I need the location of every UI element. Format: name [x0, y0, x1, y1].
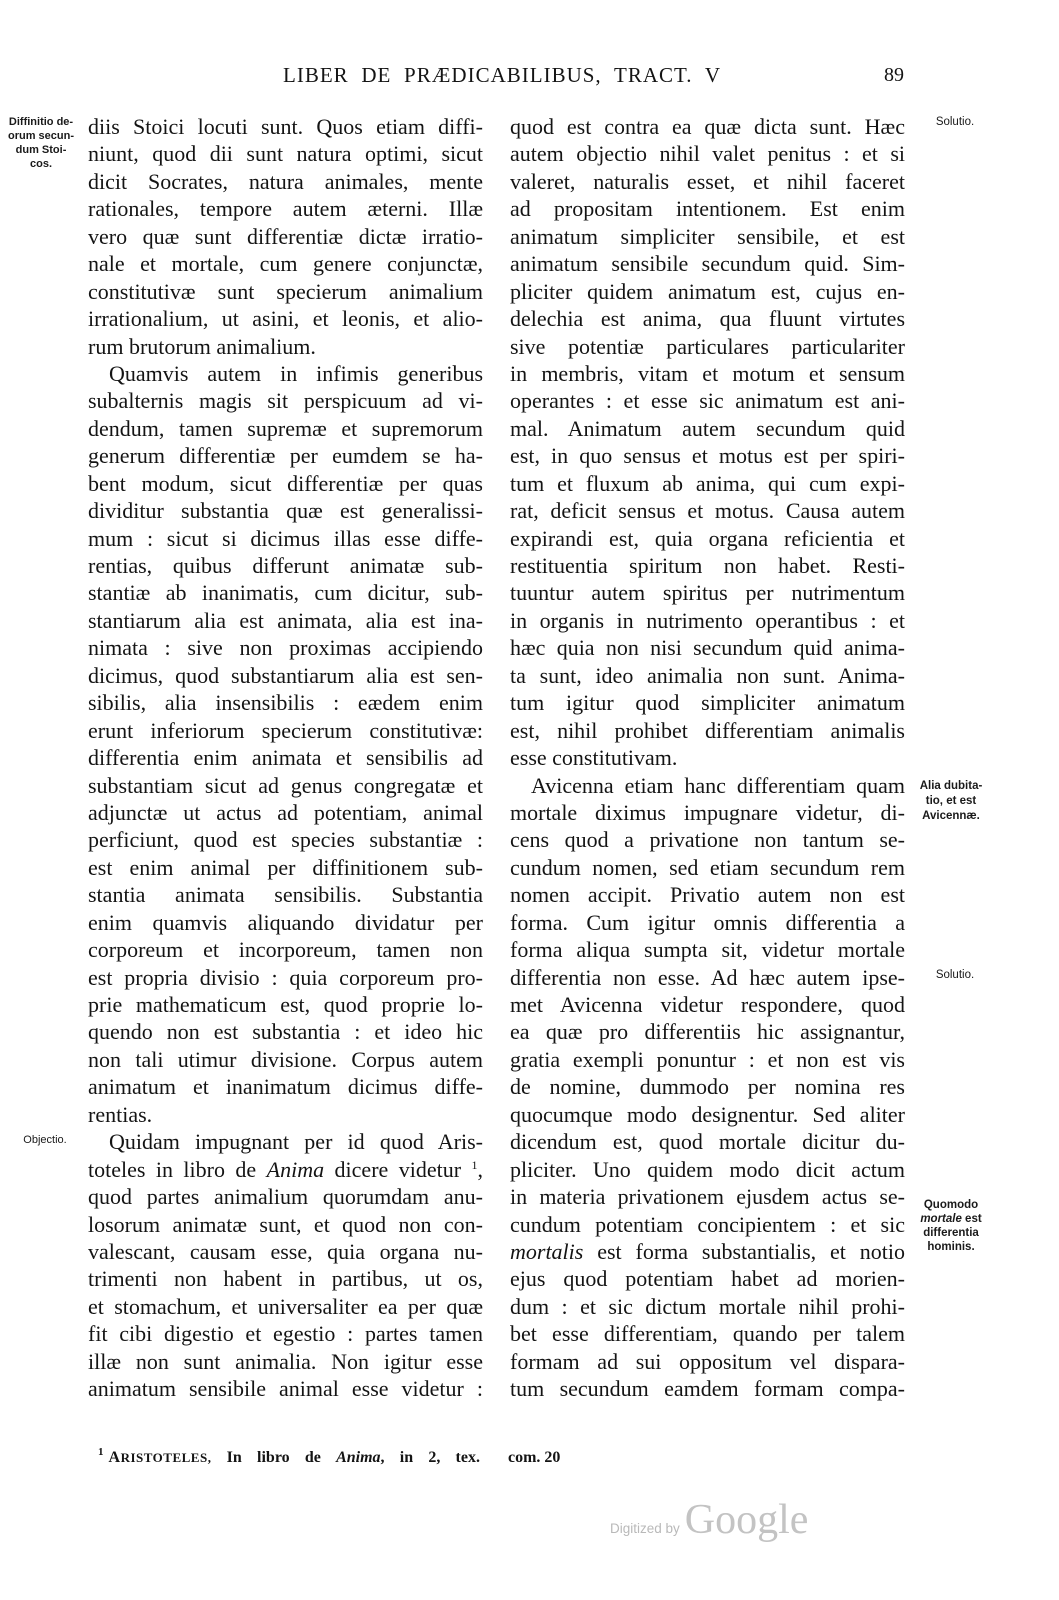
watermark-prefix: Digitized by [610, 1521, 680, 1536]
left-column-line: Quidam impugnant per id quod Aris- [109, 1129, 483, 1155]
right-column-line: valeret, naturalis esset, et nihil faceret [510, 168, 905, 194]
right-column-line: expirandi est, quia organa reficientia et [510, 525, 905, 551]
footnote-text-segment: , in 2, tex. [380, 1449, 480, 1466]
left-text-column [88, 113, 483, 1403]
margin-note-line [910, 1212, 992, 1226]
right-column-line: de nomine, dummodo per nomina res [510, 1074, 905, 1100]
left-column-line: enim quamvis aliquando dividatur per [88, 909, 483, 935]
margin-note-line: orum secun- [7, 130, 74, 142]
margin-note-line: hominis. [927, 1241, 975, 1253]
margin-note-solution: Solutio. [935, 969, 975, 981]
right-column-line: operantes : et esse sic animatum est ani- [510, 388, 905, 414]
margin-note-avicenna-doubt [910, 779, 992, 824]
left-column-line: rentias, quibus differunt animatæ sub- [88, 553, 483, 578]
right-column-line: gratia exempli ponuntur : et non est vis [510, 1046, 905, 1072]
left-column-line: dividitur substantia quæ est generalissi- [88, 498, 483, 524]
left-column-line: irrationalium, ut asini, et leonis, et alio- [88, 306, 483, 332]
right-column-line: est, in quo sensus et motus est per spiri- [510, 443, 905, 469]
margin-note-text-segment: est [961, 1213, 982, 1225]
left-column-line: differentia enim animata et sensibilis ad [88, 745, 483, 771]
right-column-line: sive potentiæ particulares particulariter [510, 333, 905, 359]
left-column-line: stantia animata sensibilis. Substantia [88, 882, 483, 908]
left-column-line: rum brutorum animalium. [88, 333, 316, 359]
left-column-line: vero quæ sunt differentiæ dictæ irratio- [88, 223, 483, 249]
right-column-line: formam ad sui oppositum vel dispara- [510, 1348, 905, 1374]
right-column-line: forma aliqua sumpta sit, videtur mortale [510, 937, 905, 963]
right-column-line: forma. Cum igitur omnis differentia a [510, 909, 905, 935]
footnote [98, 1448, 480, 1468]
left-column-line: rationales, tempore autem æterni. Illæ [88, 196, 483, 222]
running-title: LIBER DE PRÆDICABILIBUS, TRACT. V [283, 63, 721, 87]
margin-note-line: Avicennæ. [922, 810, 980, 822]
left-column-line: constitutivæ sunt specierum animalium [88, 278, 483, 304]
left-column-line: adjunctæ ut actus ad potentiam, animal [88, 799, 483, 825]
right-column-line: ea quæ pro differentiis hic assignantur, [510, 1019, 905, 1045]
right-column-line: differentia non esse. Ad hæc autem ipse- [510, 964, 905, 990]
right-column-line [510, 1238, 905, 1265]
footnote-continuation: com. 20 [508, 1449, 561, 1466]
italic-term: mortale [920, 1213, 962, 1225]
margin-note-solution: Solutio. [935, 116, 975, 128]
left-column-line: dicimus, quod substantiarum alia est sen- [88, 662, 483, 688]
left-column-line: losorum animatæ sunt, et quod non con- [88, 1211, 483, 1237]
left-column-line: valescant, causam esse, quia organa nu- [88, 1238, 483, 1264]
margin-note-line: tio, et est [925, 795, 977, 807]
left-column-line: mum : sicut si dicimus illas esse diffe- [88, 525, 483, 551]
right-column-line: nomen accipit. Privatio autem non est [510, 882, 905, 908]
right-column-line: ta sunt, ideo animalia non sunt. Anima- [510, 662, 905, 688]
italic-term: mortalis [510, 1238, 584, 1264]
google-logo: Google [684, 1497, 809, 1543]
right-column-line: mal. Animatum autem secundum quid [510, 415, 905, 441]
left-column-line: generum differentiæ per eumdem se ha- [88, 443, 483, 469]
page-number: 89 [884, 64, 904, 86]
left-column-line: sibilis, alia insensibilis : eædem enim [88, 690, 483, 716]
italic-book-title: Anima [336, 1449, 381, 1466]
left-column-line: stantiæ ab inanimatis, cum dicitur, sub- [88, 580, 483, 606]
margin-note-definition-of-gods [4, 115, 78, 171]
left-column-line: erunt inferiorum specierum constitutivæ: [88, 717, 483, 743]
right-column-line: ad propositam intentionem. Est enim [510, 196, 905, 222]
left-column-line: rentias. [88, 1101, 153, 1127]
right-column-line: cundum nomen, sed etiam secundum rem [510, 854, 905, 880]
right-column-line: in organis in nutrimento operantibus : et [510, 607, 905, 633]
margin-note-line: Quomodo [923, 1199, 979, 1211]
right-column-line: hæc quia non nisi secundum quid anima- [510, 635, 905, 661]
right-column-line: bet esse differentiam, quando per talem [510, 1321, 905, 1347]
left-column-line: diis Stoici locuti sunt. Quos etiam diffi- [88, 114, 483, 139]
left-column-line: trimenti non habent in partibus, ut os, [88, 1266, 483, 1292]
left-column-line: corporeum et incorporeum, tamen non [88, 937, 483, 963]
right-column-line: tuuntur autem spiritus per nutrimentum [510, 580, 905, 606]
footnote-author: ARISTOTELES, [108, 1449, 212, 1466]
footnote-reference-marker[interactable]: 1 [471, 1157, 478, 1172]
margin-note-line: Alia dubita- [919, 780, 983, 792]
right-column-line: rat, deficit sensus et motus. Causa autem [510, 498, 905, 524]
right-column-line: restituentia spiritum non habet. Resti- [510, 553, 905, 578]
left-column-line: non tali utimur divisione. Corpus autem [88, 1046, 483, 1072]
right-column-line: animatum sensibile secundum quid. Sim- [510, 251, 905, 277]
left-column-line: est propria divisio : quia corporeum pro- [88, 964, 483, 990]
italic-book-title: Anima [266, 1156, 325, 1182]
left-column-line: et stomachum, et universaliter ea per quæ [88, 1293, 483, 1319]
right-column-line: pliciter quidem animatum est, cujus en- [510, 278, 905, 304]
right-column-line: in materia privationem ejusdem actus se- [510, 1184, 905, 1210]
right-column-line: dicendum est, quod mortale dicitur du- [510, 1129, 905, 1155]
right-column-line: mortale diximus impugnare videtur, di- [510, 799, 905, 825]
right-column-line: animatum simpliciter sensibile, et est [510, 223, 905, 249]
left-column-line: fit cibi digestio et egestio : partes tamen [88, 1321, 483, 1347]
left-column-line: nimata : sive non proximas accipiendo [88, 635, 483, 661]
left-column-line: dendum, tamen supremæ et supremorum [88, 415, 483, 441]
right-text-column [510, 113, 905, 1403]
left-column-line: prie mathematicum est, quod proprie lo- [88, 992, 483, 1017]
right-column-line: est, nihil prohibet differentiam animalis [510, 717, 905, 743]
footnote-marker: 1 [98, 1446, 104, 1458]
left-column-line: animatum sensibile animal esse videtur : [88, 1376, 483, 1402]
right-column-line: in membris, vitam et motum et sensum [510, 360, 905, 386]
margin-note-line: cos. [29, 158, 52, 170]
digitization-watermark [610, 1496, 808, 1544]
margin-note-mortal-difference [910, 1198, 992, 1254]
left-column-line: bent modum, sicut differentiæ per quas [88, 470, 483, 496]
right-column-line: Avicenna etiam hanc differentiam quam [531, 772, 905, 798]
left-column-line: quod partes animalium quorumdam anu- [88, 1184, 483, 1210]
line-text-segment: , [477, 1156, 483, 1182]
right-column-line: ejus quod potentiam habet ad morien- [510, 1266, 905, 1292]
right-column-line: quod est contra ea quæ dicta sunt. Hæc [510, 114, 905, 139]
left-column-line: dicit Socrates, natura animales, mente [88, 168, 483, 194]
right-column-line: autem objectio nihil valet penitus : et si [510, 141, 905, 167]
right-column-line: esse constitutivam. [510, 745, 678, 771]
left-column-line [88, 1156, 483, 1183]
margin-note-objection: Objectio. [23, 1134, 67, 1146]
margin-note-line: dum Stoi- [15, 144, 67, 156]
left-column-line: quendo non est substantia : et ideo hic [88, 1019, 483, 1045]
left-column-line: niunt, quod dii sunt natura optimi, sicut [88, 141, 483, 167]
left-column-line: est enim animal per diffinitionem sub- [88, 854, 483, 880]
right-column-line: pliciter. Uno quidem modo dicit actum [510, 1156, 905, 1182]
right-column-line: cens quod a privatione non tantum se- [510, 827, 905, 853]
right-column-line: dum : et sic dictum mortale nihil prohi- [510, 1293, 905, 1319]
left-column-line: illæ non sunt animalia. Non igitur esse [88, 1348, 483, 1374]
line-text-segment: dicere videtur [324, 1156, 472, 1182]
left-column-line: perficiunt, quod est species substantiæ : [88, 827, 483, 853]
left-column-line: stantiarum alia est animata, alia est ina- [88, 607, 483, 633]
left-column-line: nale et mortale, cum genere conjunctæ, [88, 251, 483, 277]
left-column-line: Quamvis autem in infimis generibus [109, 360, 483, 386]
right-column-line: cundum potentiam concipientem : et sic [510, 1211, 905, 1237]
left-column-line: animatum et inanimatum dicimus diffe- [88, 1074, 483, 1100]
right-column-line: tum igitur quod simpliciter animatum [510, 690, 905, 716]
footnote-text-segment: In libro de [211, 1449, 337, 1466]
line-text-segment: toteles in libro de [88, 1156, 267, 1182]
right-column-line: tum et fluxum ab anima, qui cum expi- [510, 470, 905, 496]
right-column-line: delechia est anima, qua fluunt virtutes [510, 306, 905, 332]
margin-note-line: differentia [923, 1227, 979, 1239]
right-column-line: met Avicenna videtur respondere, quod [510, 992, 905, 1017]
right-column-line: quocumque modo designentur. Sed aliter [510, 1101, 905, 1127]
left-column-line: substantiam sicut ad genus congregatæ et [88, 772, 483, 798]
line-text-segment: est forma substantialis, et notio [583, 1238, 905, 1264]
margin-note-line: Diffinitio de- [8, 116, 74, 128]
right-column-line: tum secundum eamdem formam compa- [510, 1376, 905, 1402]
left-column-line: subalternis magis sit perspicuum ad vi- [88, 388, 483, 414]
